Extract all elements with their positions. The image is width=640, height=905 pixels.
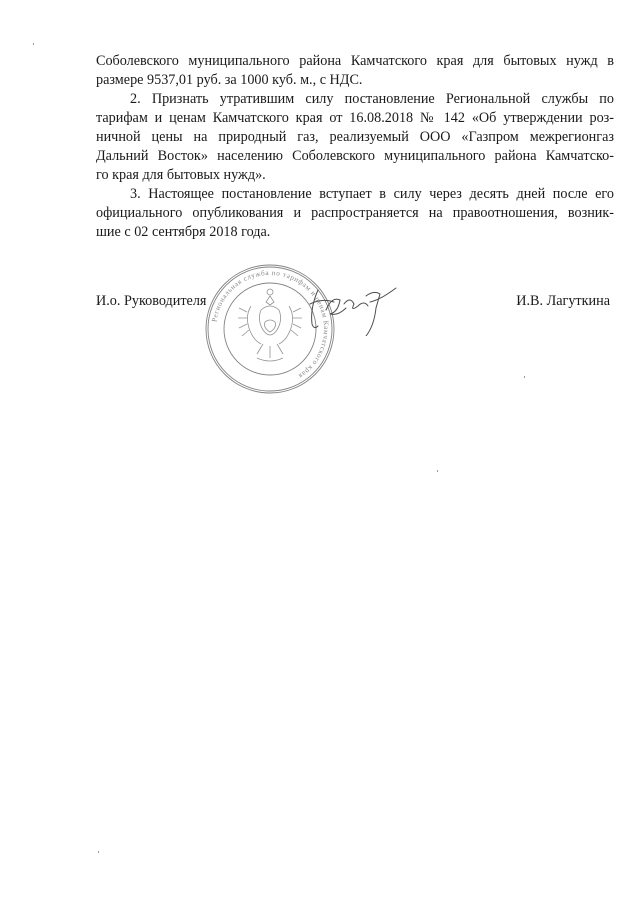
scan-speck xyxy=(98,851,99,853)
handwritten-signature xyxy=(300,282,400,336)
body-line-4: тарифам и ценам Камчатского края от 16.08.2018 № 142 «Об утверждении роз- xyxy=(96,110,614,126)
body-line-3: 2. Признать утратившим силу постановление Региональной службы по xyxy=(130,91,614,107)
body-line-6: Дальний Восток» населению Соболевского муниципального района Камчатско- xyxy=(96,148,614,164)
scan-speck xyxy=(437,470,438,472)
document-body xyxy=(96,52,614,242)
scan-speck xyxy=(33,43,34,45)
body-line-1: Соболевского муниципального района Камчатского края для бытовых нужд в xyxy=(96,53,614,69)
seal-ring-text: Региональная служба по тарифам и ценам Камчатского края xyxy=(210,268,331,381)
body-line-9: официального опубликования и распространяется на правоотношения, возник- xyxy=(96,205,614,221)
signatory-name: И.В. Лагуткина xyxy=(516,293,610,309)
body-line-8: 3. Настоящее постановление вступает в силу через десять дней после его xyxy=(130,186,614,202)
scan-speck xyxy=(524,376,525,378)
body-line-2: размере 9537,01 руб. за 1000 куб. м., с НДС. xyxy=(96,72,363,88)
body-line-7: го края для бытовых нужд». xyxy=(96,167,266,183)
signatory-position: И.о. Руководителя xyxy=(96,293,207,309)
body-line-5: ничной цены на природный газ, реализуемый ООО «Газпром межрегионгаз xyxy=(96,129,614,145)
body-line-10: шие с 02 сентября 2018 года. xyxy=(96,224,271,240)
